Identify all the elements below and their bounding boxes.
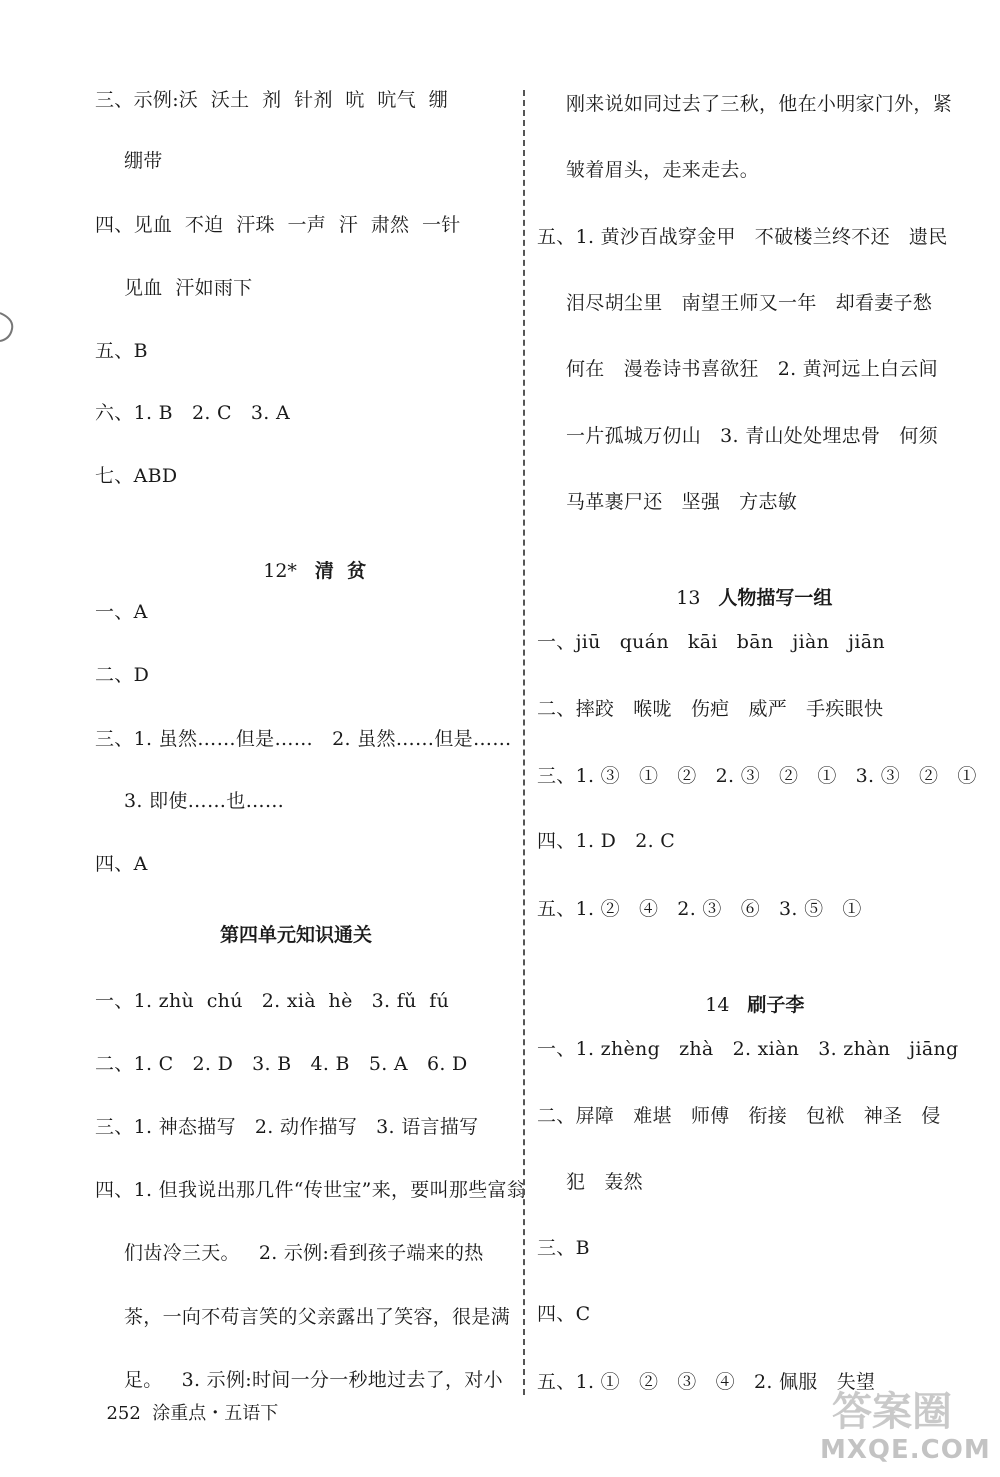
left-line-3: 四、见血 不迫 汗珠 一声 汗 肃然 一针 (95, 214, 461, 236)
right-line-10: 三、1. ③ ① ② 2. ③ ② ① 3. ③ ② ① (537, 765, 977, 787)
section-12-title (250, 535, 366, 583)
section-14-heading: 刷子李 (747, 994, 805, 1016)
left-line-10: 三、1. 虽然……但是…… 2. 虽然……但是…… (95, 728, 512, 750)
left-line-17: 们齿冷三天。 2. 示例:看到孩子端来的热 (124, 1242, 484, 1264)
right-line-7: 马革裹尸还 坚强 方志敏 (566, 491, 798, 513)
left-line-4: 见血 汗如雨下 (124, 277, 253, 299)
left-line-2: 绷带 (124, 150, 163, 172)
left-line-8: 一、A (95, 601, 148, 623)
right-line-1: 刚来说如同过去了三秋，他在小明家门外，紧 (566, 93, 953, 115)
watermark-url-text: MXQE.COM (820, 1435, 991, 1465)
left-line-7: 七、ABD (95, 465, 178, 487)
left-line-15: 三、1. 神态描写 2. 动作描写 3. 语言描写 (95, 1116, 479, 1138)
left-line-14: 二、1. C 2. D 3. B 4. B 5. A 6. D (95, 1053, 468, 1075)
left-line-16: 四、1. 但我说出那几件“传世宝”来，要叫那些富翁 (95, 1179, 527, 1201)
left-line-11: 3. 即使……也…… (124, 790, 285, 812)
left-line-18: 茶，一向不苟言笑的父亲露出了笑容，很是满 (124, 1306, 511, 1328)
right-line-13: 一、1. zhèng zhà 2. xiàn 3. zhàn jiāng (537, 1038, 959, 1060)
page-footer (95, 1378, 278, 1425)
unit-4-title: 第四单元知识通关 (220, 924, 373, 946)
left-line-6: 六、1. B 2. C 3. A (95, 402, 290, 424)
section-12-heading: 清 贫 (314, 560, 367, 582)
right-line-16: 三、B (537, 1237, 590, 1259)
section-13-title (663, 562, 832, 610)
section-14-title (692, 969, 804, 1017)
right-line-15: 犯 轰然 (566, 1171, 643, 1193)
site-watermark (820, 1380, 990, 1470)
section-14-number: 14 (705, 994, 730, 1016)
page-edge-curl-mark (0, 305, 18, 345)
left-line-5: 五、B (95, 340, 148, 362)
left-line-9: 二、D (95, 664, 150, 686)
watermark-top-text: 答案圈 (832, 1389, 952, 1435)
right-line-3: 五、1. 黄沙百战穿金甲 不破楼兰终不还 遗民 (537, 226, 948, 248)
section-13-heading: 人物描写一组 (718, 587, 833, 609)
left-line-12: 四、A (95, 853, 148, 875)
right-line-5: 何在 漫卷诗书喜欲狂 2. 黄河远上白云间 (566, 358, 938, 380)
right-line-6: 一片孤城万仞山 3. 青山处处埋忠骨 何须 (566, 425, 938, 447)
right-line-2: 皱着眉头，走来走去。 (566, 159, 760, 181)
left-line-1: 三、示例:沃 沃土 剂 针剂 吭 吭气 绷 (95, 89, 448, 111)
right-line-12: 五、1. ② ④ 2. ③ ⑥ 3. ⑤ ① (537, 898, 862, 920)
right-line-8: 一、jiū quán kāi bān jiàn jiān (537, 631, 885, 653)
right-line-4: 泪尽胡尘里 南望王师又一年 却看妻子愁 (566, 292, 933, 314)
column-divider (523, 90, 525, 1395)
left-line-13: 一、1. zhù chú 2. xià hè 3. fǔ fú (95, 990, 450, 1012)
right-line-18: 五、1. ① ② ③ ④ 2. 佩服 失望 (537, 1371, 876, 1393)
section-12-number: 12* (263, 560, 297, 582)
section-13-number: 13 (676, 587, 701, 609)
left-line-19: 足。 3. 示例:时间一分一秒地过去了，对小 (124, 1369, 503, 1391)
right-line-11: 四、1. D 2. C (537, 830, 676, 852)
right-line-14: 二、屏障 难堪 师傅 衔接 包袱 神圣 侵 (537, 1105, 941, 1127)
book-title: 涂重点・五语下 (152, 1403, 279, 1424)
right-line-17: 四、C (537, 1303, 591, 1325)
right-line-9: 二、摔跤 喉咙 伤疤 威严 手疾眼快 (537, 698, 884, 720)
page-number: 252 (106, 1403, 141, 1424)
